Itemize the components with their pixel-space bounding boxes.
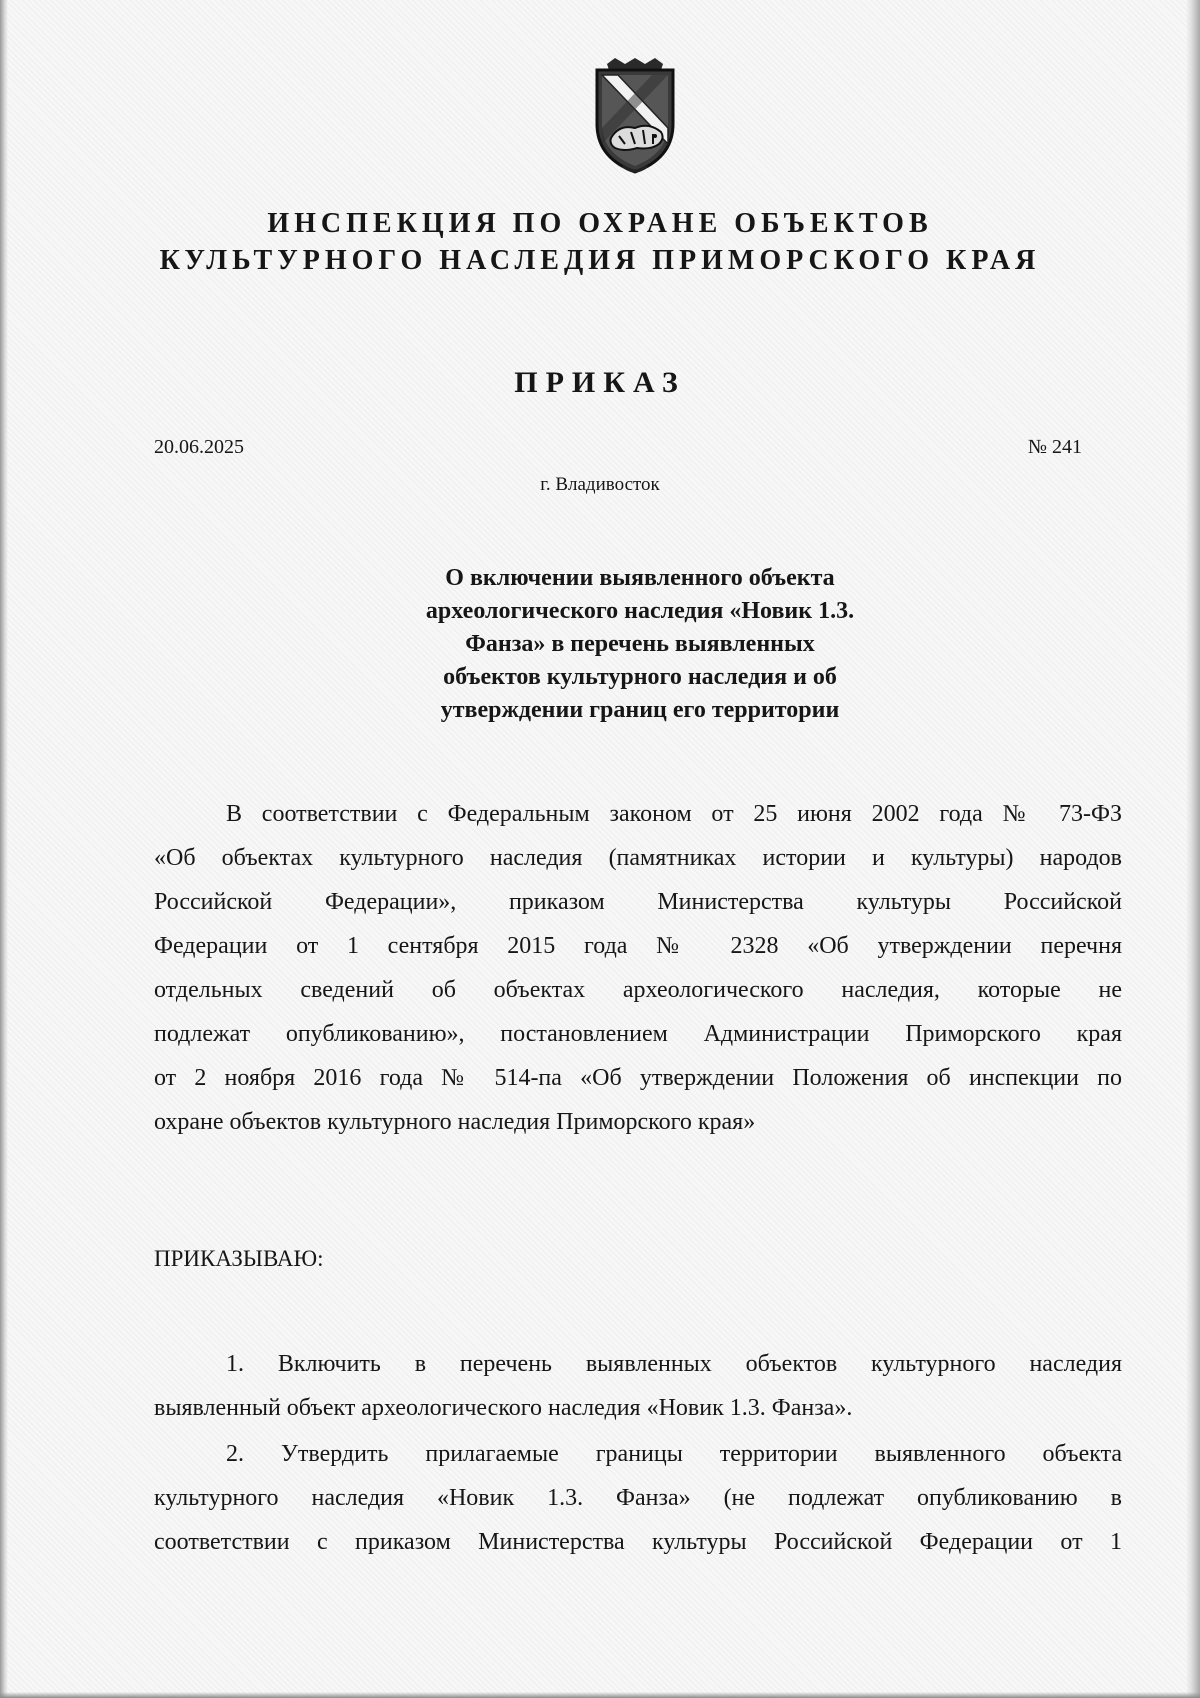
preamble-line: подлежат опубликованию», постановлением Администрации Приморского края — [154, 1021, 1122, 1047]
item-line: соответствии с приказом Министерства культуры Российской Федерации от 1 — [154, 1529, 1122, 1555]
scan-edge-bottom — [0, 1692, 1200, 1698]
order-item-1 — [154, 1342, 1122, 1430]
item-line: культурного наследия «Новик 1.3. Фанза» (не подлежат опубликованию в — [154, 1485, 1122, 1511]
preamble-line: Федерации от 1 сентября 2015 года № 2328 «Об утверждении перечня — [154, 933, 1122, 959]
preamble-line: отдельных сведений об объектах археологического наследия, которые не — [154, 977, 1122, 1003]
preamble-paragraph — [154, 792, 1122, 1144]
subject-line: археологического наследия «Новик 1.3. — [425, 598, 855, 624]
coat-of-arms-icon — [585, 58, 685, 176]
organization-name-line-2: КУЛЬТУРНОГО НАСЛЕДИЯ ПРИМОРСКОГО КРАЯ — [159, 245, 1041, 276]
document-number: № 241 — [1027, 436, 1082, 458]
document-title: ПРИКАЗ — [514, 366, 686, 399]
subject-line: объектов культурного наследия и об — [443, 664, 837, 690]
document-date: 20.06.2025 — [154, 436, 244, 458]
item-line: выявленный объект археологического наследия «Новик 1.3. Фанза». — [154, 1395, 853, 1421]
document-city: г. Владивосток — [540, 474, 660, 495]
preamble-line: охране объектов культурного наследия Приморского края» — [154, 1109, 756, 1135]
document-subject — [380, 562, 900, 727]
preamble-line: В соответствии с Федеральным законом от 25 июня 2002 года № 73-ФЗ — [226, 801, 1122, 827]
preamble-line: «Об объектах культурного наследия (памятниках истории и культуры) народов — [154, 845, 1122, 871]
item-line: 1. Включить в перечень выявленных объектов культурного наследия — [226, 1351, 1122, 1377]
preamble-line: Российской Федерации», приказом Министерства культуры Российской — [154, 889, 1122, 915]
subject-line: Фанза» в перечень выявленных — [465, 631, 815, 657]
preamble-line: от 2 ноября 2016 года № 514-па «Об утверждении Положения об инспекции по — [154, 1065, 1122, 1091]
subject-line: О включении выявленного объекта — [445, 565, 835, 591]
order-item-2 — [154, 1432, 1122, 1564]
item-line: 2. Утвердить прилагаемые границы территории выявленного объекта — [226, 1441, 1122, 1467]
decree-word: ПРИКАЗЫВАЮ: — [154, 1246, 324, 1271]
subject-line: утверждении границ его территории — [440, 697, 840, 723]
organization-name-line-1: ИНСПЕКЦИЯ ПО ОХРАНЕ ОБЪЕКТОВ — [267, 208, 933, 239]
